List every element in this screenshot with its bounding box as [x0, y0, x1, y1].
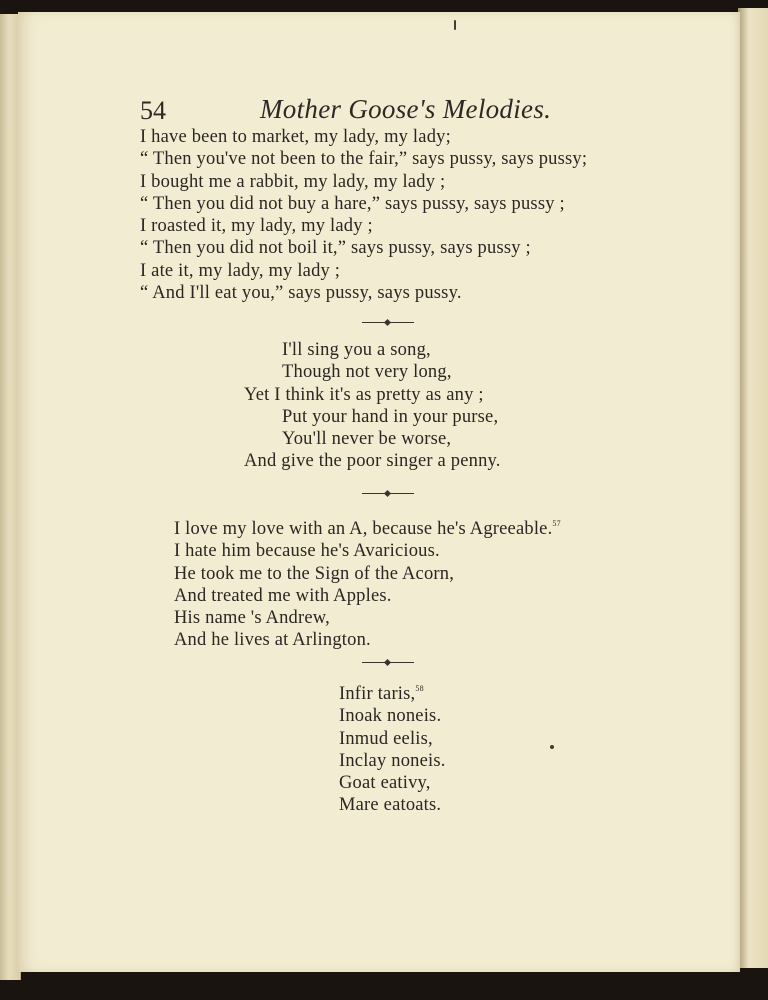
- verse-line: I ate it, my lady, my lady ;: [140, 260, 341, 281]
- rhyme-market: [140, 126, 587, 304]
- section-divider: [362, 493, 414, 494]
- verse-line: Though not very long,: [282, 362, 452, 383]
- page-number: 54: [140, 96, 166, 125]
- divider-ornament: [384, 490, 391, 497]
- verse-line: [174, 513, 561, 540]
- verse-line: And give the poor singer a penny.: [244, 451, 501, 472]
- rhyme-latin-riddle: [339, 678, 446, 817]
- footnote-marker: 57: [552, 519, 561, 528]
- next-page-edge: [738, 8, 768, 968]
- paper-foxing-spot: [454, 20, 456, 30]
- verse-line: Inclay noneis.: [339, 750, 446, 771]
- section-divider: [362, 662, 414, 663]
- rhyme-song: [244, 339, 501, 473]
- section-divider: [362, 322, 414, 323]
- rhyme-alphabet-love: [174, 513, 561, 652]
- verse-line: And treated me with Apples.: [174, 585, 392, 606]
- verse-line: Inoak noneis.: [339, 706, 442, 727]
- running-title: Mother Goose's Melodies.: [260, 94, 552, 124]
- verse-line: Inmud eelis,: [339, 728, 433, 749]
- verse-line: I have been to market, my lady, my lady;: [140, 127, 451, 147]
- verse-line: His name 's Andrew,: [174, 608, 330, 629]
- verse-line: Yet I think it's as pretty as any ;: [244, 384, 484, 405]
- verse-line: [339, 678, 446, 705]
- verse-line: I'll sing you a song,: [282, 340, 431, 360]
- verse-line: Mare eatoats.: [339, 795, 442, 816]
- divider-ornament: [384, 659, 391, 666]
- verse-line: I bought me a rabbit, my lady, my lady ;: [140, 171, 446, 192]
- verse-line: And he lives at Arlington.: [174, 630, 371, 651]
- verse-line: He took me to the Sign of the Acorn,: [174, 563, 455, 584]
- verse-line: Goat eativy,: [339, 773, 431, 794]
- paper-foxing-spot: [550, 745, 554, 749]
- verse-line: “ Then you did not buy a hare,” says pussy, says pussy ;: [140, 193, 565, 214]
- verse-line: I hate him because he's Avaricious.: [174, 541, 440, 562]
- verse-line: “ And I'll eat you,” says pussy, says pussy.: [140, 283, 462, 304]
- footnote-marker: 58: [415, 684, 424, 693]
- verse-line: “ Then you did not boil it,” says pussy, says pussy ;: [140, 238, 531, 259]
- verse-line: I roasted it, my lady, my lady ;: [140, 216, 373, 237]
- book-page: [18, 12, 740, 972]
- verse-line: You'll never be worse,: [282, 429, 452, 450]
- divider-ornament: [384, 319, 391, 326]
- verse-line: “ Then you've not been to the fair,” says pussy, says pussy;: [140, 149, 588, 170]
- verse-line-text: Infir taris,: [339, 684, 416, 704]
- verse-line: Put your hand in your purse,: [282, 406, 499, 427]
- verse-line-text: I love my love with an A, because he's Agreeable.: [174, 519, 553, 539]
